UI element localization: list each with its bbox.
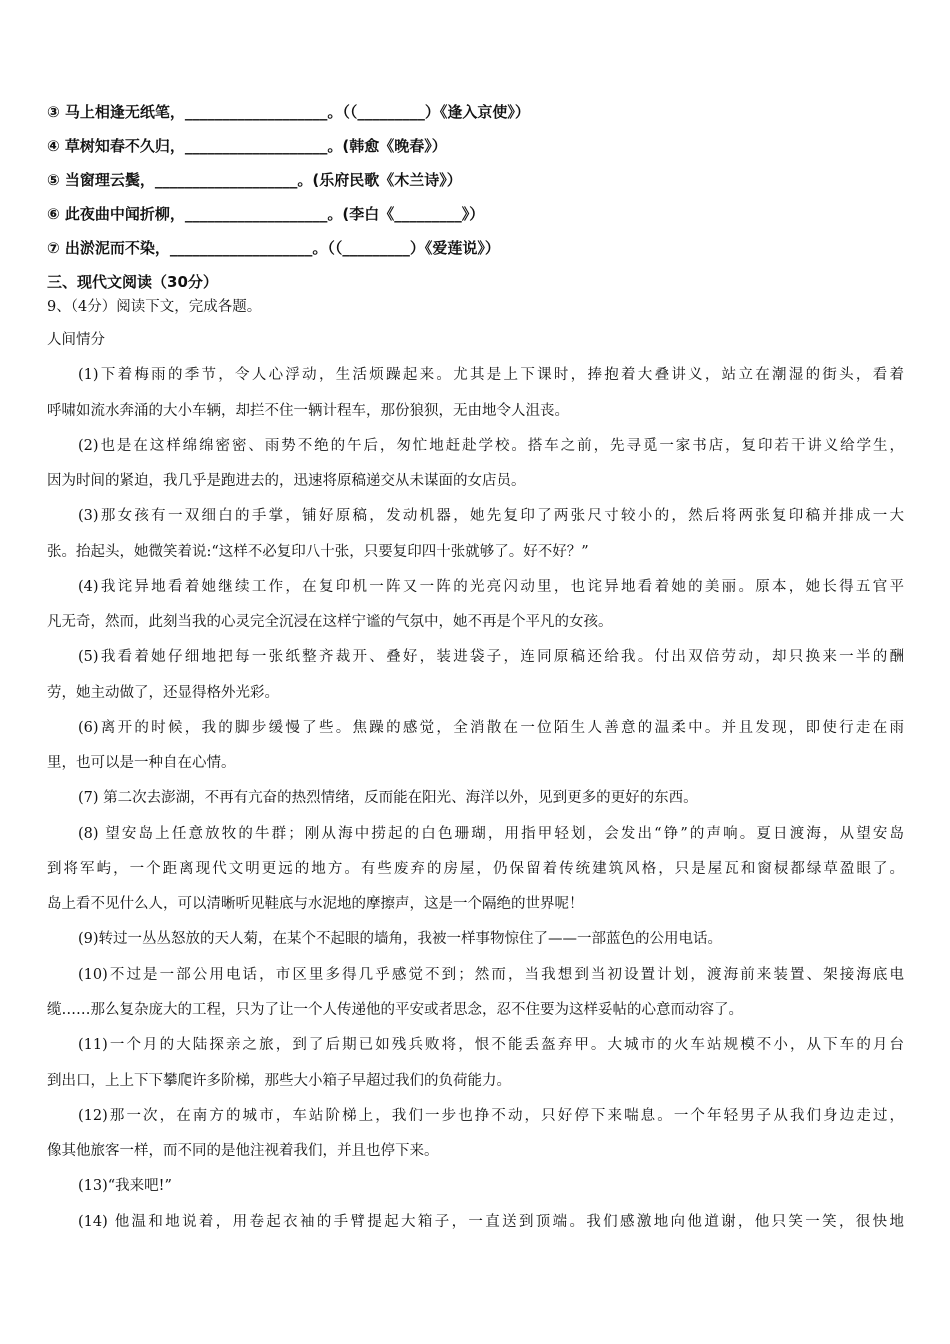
- paragraph-line: (11)一个月的大陆探亲之旅，到了后期已如残兵败将，恨不能丢盔弃甲。大城市的火车站规模不小，从下车的月台: [78, 1037, 904, 1053]
- paragraph-line: 劳，她主动做了，还显得格外光彩。: [47, 685, 279, 701]
- paragraph-line: (13)“我来吧!”: [78, 1178, 172, 1194]
- paragraph-line: (14) 他温和地说着，用卷起衣袖的手臂提起大箱子，一直送到顶端。我们感激地向他道谢，他只笑一笑，很快地: [78, 1214, 904, 1230]
- paragraph-line: 里，也可以是一种自在心情。: [47, 755, 236, 771]
- paragraph-line: (7) 第二次去澎湖，不再有亢奋的热烈情绪，反而能在阳光、海洋以外，见到更多的更好的东西。: [78, 790, 698, 806]
- paragraph-line: 张。抬起头，她微笑着说:“这样不必复印八十张，只要复印四十张就够了。好不好？”: [47, 544, 589, 560]
- poem-line-4: ④ 草树知春不久归，___________________。(韩愈《晚春》）: [47, 137, 447, 155]
- paragraph-line: 呼啸如流水奔涌的大小车辆，却拦不住一辆计程车，那份狼狈，无由地令人沮丧。: [47, 403, 569, 419]
- poem-line-5: ⑤ 当窗理云鬓，___________________。(乐府民歌《木兰诗》）: [47, 171, 462, 189]
- paragraph-line: (8) 望安岛上任意放牧的牛群；刚从海中捞起的白色珊瑚，用指甲轻划，会发出“铮”的声响。夏日渡海，从望安岛: [78, 826, 904, 842]
- paragraph-line: (3)那女孩有一双细白的手掌，铺好原稿，发动机器，她先复印了两张尺寸较小的，然后将两张复印稿并排成一大: [78, 508, 904, 524]
- article-title: 人间情分: [47, 332, 105, 348]
- poem-line-7: ⑦ 出淤泥而不染，___________________。（（_________）《爱莲说》）: [47, 239, 500, 257]
- paragraph-line: 到将军屿，一个距离现代文明更远的地方。有些废弃的房屋，仍保留着传统建筑风格，只是屋瓦和窗棂都绿草盈眼了。: [47, 861, 904, 877]
- poem-line-3: ③ 马上相逢无纸笔，___________________。（（_________）《逢入京使》）: [47, 103, 530, 121]
- paragraph-line: 到出口，上上下下攀爬许多阶梯，那些大小箱子早超过我们的负荷能力。: [47, 1073, 511, 1089]
- paragraph-line: (4)我诧异地看着她继续工作，在复印机一阵又一阵的光亮闪动里，也诧异地看着她的美丽。原本，她长得五官平: [78, 579, 904, 595]
- poem-line-6: ⑥ 此夜曲中闻折柳，___________________。(李白《_________》）: [47, 205, 485, 223]
- paragraph-line: (1)下着梅雨的季节，令人心浮动，生活烦躁起来。尤其是上下课时，捧抱着大叠讲义，站立在潮湿的街头，看着: [78, 367, 904, 383]
- section-heading: 三、现代文阅读（30分）: [47, 273, 218, 291]
- paragraph-line: (12)那一次，在南方的城市，车站阶梯上，我们一步也挣不动，只好停下来喘息。一个年轻男子从我们身边走过，: [78, 1108, 904, 1124]
- paragraph-line: 凡无奇，然而，此刻当我的心灵完全沉浸在这样宁谧的气氛中，她不再是个平凡的女孩。: [47, 614, 613, 630]
- paragraph-line: (10)不过是一部公用电话，市区里多得几乎感觉不到；然而，当我想到当初设置计划，渡海前来装置、架接海底电: [78, 967, 904, 983]
- paragraph-line: (9)转过一丛丛怒放的天人菊，在某个不起眼的墙角，我被一样事物惊住了——一部蓝色的公用电话。: [78, 931, 723, 947]
- paragraph-line: (2)也是在这样绵绵密密、雨势不绝的午后，匆忙地赶赴学校。搭车之前，先寻觅一家书店，复印若干讲义给学生，: [78, 438, 904, 454]
- paragraph-line: (5)我看着她仔细地把每一张纸整齐裁开、叠好，装进袋子，连同原稿还给我。付出双倍劳动，却只换来一半的酬: [78, 649, 904, 665]
- question-prompt: 9、（4分）阅读下文，完成各题。: [47, 299, 262, 315]
- paragraph-line: 岛上看不见什么人，可以清晰听见鞋底与水泥地的摩擦声，这是一个隔绝的世界呢！: [47, 896, 584, 912]
- paragraph-line: (6)离开的时候，我的脚步缓慢了些。焦躁的感觉，全消散在一位陌生人善意的温柔中。并且发现，即使行走在雨: [78, 720, 904, 736]
- paragraph-line: 像其他旅客一样，而不同的是他注视着我们，并且也停下来。: [47, 1143, 439, 1159]
- paragraph-line: 缆……那么复杂庞大的工程，只为了让一个人传递他的平安或者思念，忍不住要为这样妥帖的心意而动容了。: [47, 1002, 743, 1018]
- paragraph-line: 因为时间的紧迫，我几乎是跑进去的，迅速将原稿递交从未谋面的女店员。: [47, 473, 526, 489]
